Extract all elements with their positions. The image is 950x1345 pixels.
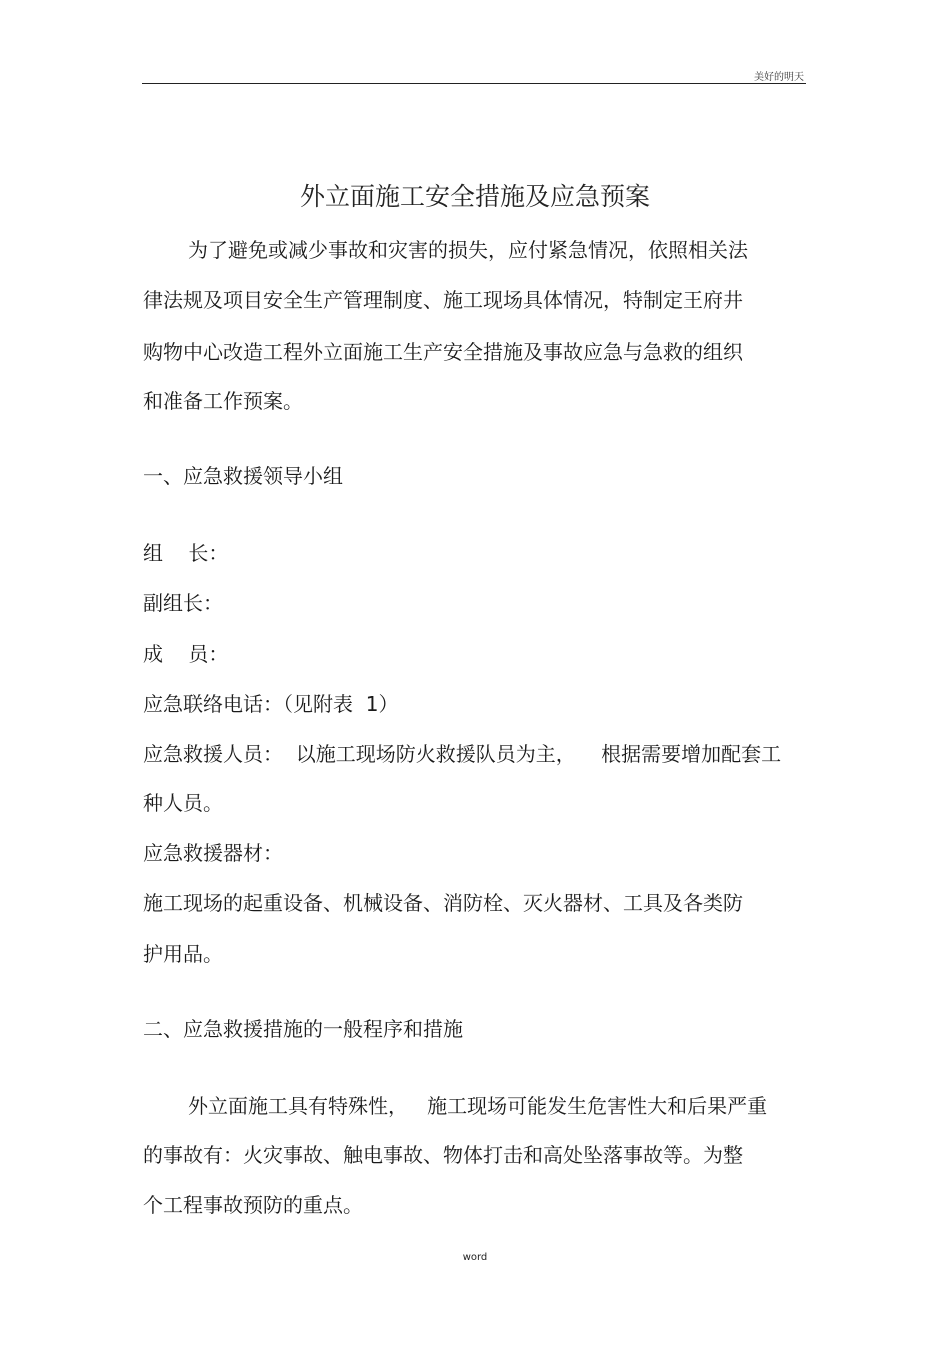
rescue-personnel-line-2: 种人员。 <box>143 791 223 815</box>
emergency-phone-line: 应急联络电话：（见附表 1） <box>143 692 399 716</box>
document-title: 外立面施工安全措施及应急预案 <box>299 182 650 211</box>
members-label: 成 员： <box>143 642 229 666</box>
header-divider <box>142 83 806 84</box>
rescue-equipment-line-1: 施工现场的起重设备、机械设备、消防栓、灭火器材、工具及各类防 <box>143 891 743 915</box>
leader-label: 组 长： <box>143 541 229 565</box>
section-1-heading: 一、应急救援领导小组 <box>143 464 343 488</box>
page-header-text: 美好的明天 <box>754 72 804 83</box>
section-2-line-2: 的事故有：火灾事故、触电事故、物体打击和高处坠落事故等。为整 <box>143 1143 743 1167</box>
intro-line-4: 和准备工作预案。 <box>143 389 303 413</box>
rescue-personnel-line-1: 应急救援人员： 以施工现场防火救援队员为主， 根据需要增加配套工 <box>143 742 782 766</box>
section-2-heading: 二、应急救援措施的一般程序和措施 <box>143 1017 463 1041</box>
rescue-equipment-label: 应急救援器材： <box>143 841 283 865</box>
section-2-line-3: 个工程事故预防的重点。 <box>143 1193 363 1217</box>
intro-line-1: 为了避免或减少事故和灾害的损失，应付紧急情况，依照相关法 <box>188 238 748 262</box>
deputy-leader-label: 副组长： <box>143 591 223 615</box>
rescue-equipment-line-2: 护用品。 <box>143 942 223 966</box>
intro-line-2: 律法规及项目安全生产管理制度、施工现场具体情况，特制定王府井 <box>143 288 743 312</box>
intro-line-3: 购物中心改造工程外立面施工生产安全措施及事故应急与急救的组织 <box>143 340 743 364</box>
page-footer-text: word <box>462 1252 488 1263</box>
section-2-line-1: 外立面施工具有特殊性， 施工现场可能发生危害性大和后果严重 <box>188 1094 768 1118</box>
